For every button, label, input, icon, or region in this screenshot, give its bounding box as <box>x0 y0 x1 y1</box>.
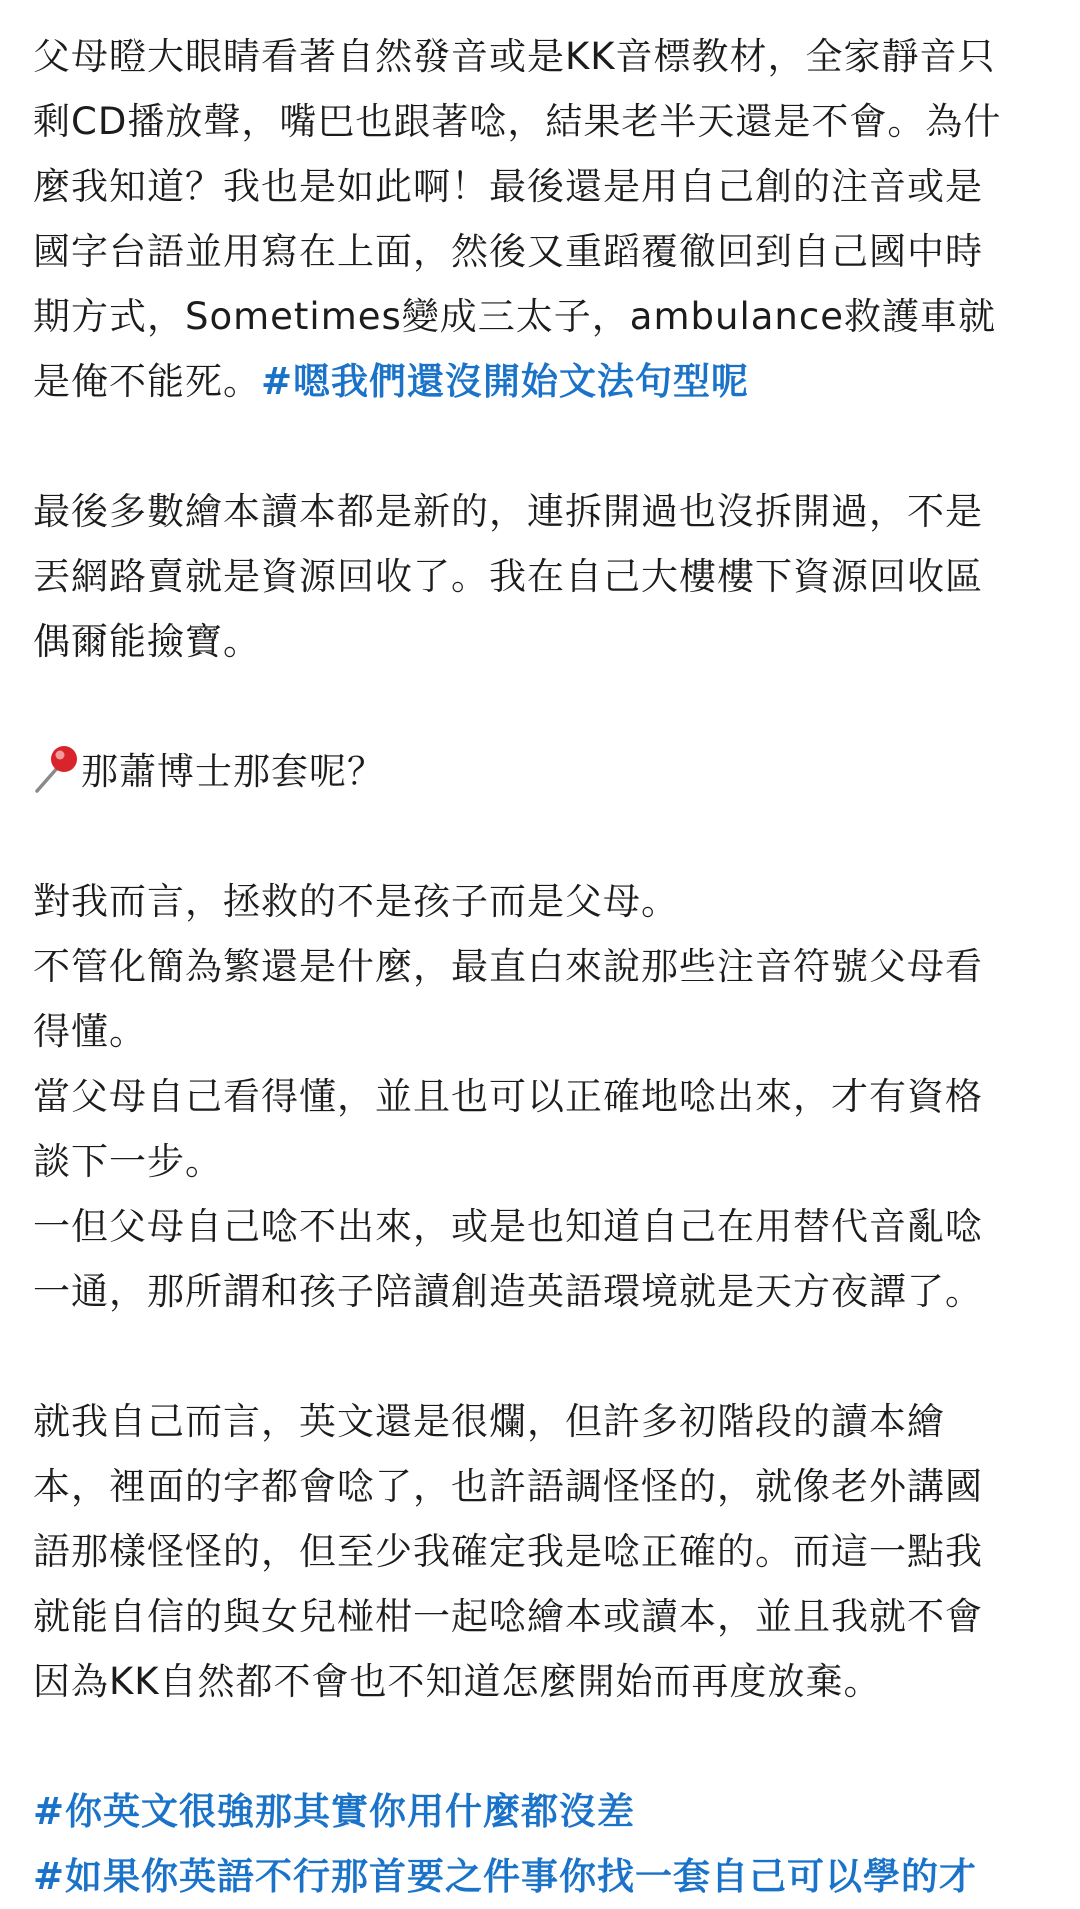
paragraph-books: 最後多數繪本讀本都是新的，連拆開過也沒拆開過，不是 丟網路賣就是資源回收了。我在自己大樓樓下資源回收區 偶爾能撿寶。 <box>33 490 983 663</box>
paragraph-parents: 對我而言，拯救的不是孩子而是父母。 不管化簡為繁還是什麼，最直白來說那些注音符號父母看 得懂。 當父母自己看得懂，並且也可以正確地唸出來，才有資格 談下一步。 一但父母自己唸不出來，或是也知道自己在用替代音亂唸 一通，那所謂和孩子陪讀創造英語環境就是天方夜譚了。 <box>33 880 983 1313</box>
hashtag-link[interactable]: #嗯我們還沒開始文法句型呢 <box>261 360 750 403</box>
paragraph-spacer <box>33 1324 1063 1389</box>
section-heading-text: 那蕭博士那套呢？ <box>81 750 385 793</box>
paragraph-spacer <box>33 1714 1063 1779</box>
post-body <box>33 24 1063 1909</box>
paragraph-self: 就我自己而言，英文還是很爛，但許多初階段的讀本繪 本，裡面的字都會唸了，也許語調怪怪的，就像老外講國 語那樣怪怪的，但至少我確定我是唸正確的。而這一點我 就能自信的與女兒椪柑一起唸繪本或讀本，並且我就不會 因為KK自然都不會也不知道怎麼開始而再度放棄。 <box>33 1400 983 1703</box>
section-heading <box>33 739 1063 804</box>
paragraph-text: 父母瞪大眼睛看著自然發音或是KK音標教材，全家靜音只 剩CD播放聲，嘴巴也跟著唸，結果老半天還是不會。為什 麼我知道？我也是如此啊！最後還是用自己創的注音或是 國字台語並用寫在上面，然後又重蹈覆徹回到自己國中時 期方式，Sometimes變成三太子，ambulance救護車就 是俺不能死。 <box>33 35 1002 403</box>
paragraph-phonics <box>33 24 1063 414</box>
round-pushpin-icon <box>33 744 81 794</box>
paragraph-spacer <box>33 804 1063 869</box>
paragraph-spacer <box>33 674 1063 739</box>
paragraph-spacer <box>33 414 1063 479</box>
hashtag-link[interactable]: #你英文很強那其實你用什麼都沒差 <box>33 1790 636 1833</box>
hashtag-link[interactable]: #如果你英語不行那首要之件事你找一套自己可以學的才 <box>33 1855 978 1898</box>
